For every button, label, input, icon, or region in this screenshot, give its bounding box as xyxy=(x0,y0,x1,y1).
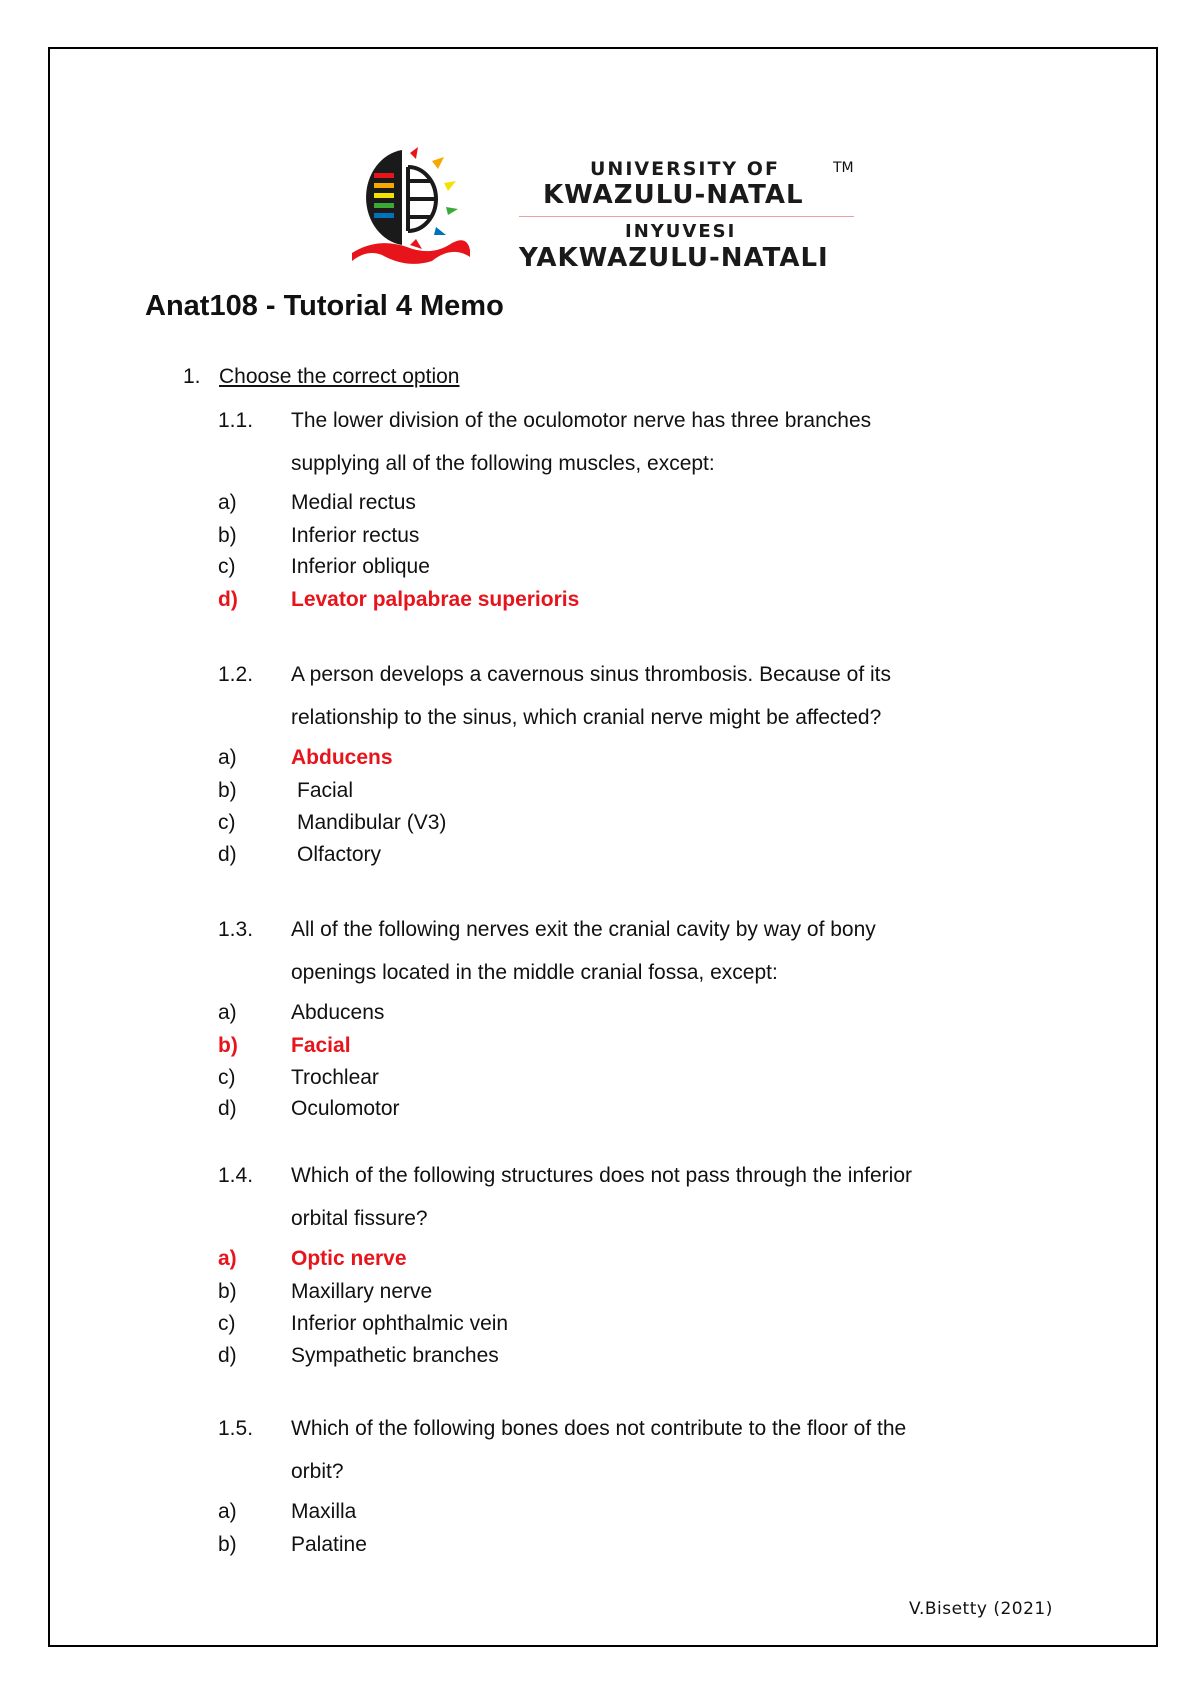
option-letter: c) xyxy=(218,811,236,834)
option-text: Inferior ophthalmic vein xyxy=(291,1312,509,1335)
question-number: 1.2. xyxy=(218,663,254,686)
question-number: 1.1. xyxy=(218,409,254,432)
option-letter: d) xyxy=(218,1344,237,1367)
option-text: Medial rectus xyxy=(291,491,416,514)
correct-option-letter: d) xyxy=(218,588,238,611)
option-text: Mandibular (V3) xyxy=(297,811,447,834)
option-text: Oculomotor xyxy=(291,1097,400,1120)
question-text: openings located in the middle cranial fossa, except: xyxy=(291,961,778,984)
question-number: 1.4. xyxy=(218,1164,254,1187)
footer-author: V.Bisetty (2021) xyxy=(909,1599,1053,1619)
option-letter: b) xyxy=(218,779,237,802)
page-title: Anat108 - Tutorial 4 Memo xyxy=(145,290,504,322)
question-number: 1.3. xyxy=(218,918,254,941)
correct-option-text: Levator palpabrae superioris xyxy=(291,588,580,611)
option-letter: a) xyxy=(218,746,237,769)
option-letter: c) xyxy=(218,555,236,578)
option-letter: b) xyxy=(218,1533,237,1556)
option-text: Abducens xyxy=(291,1001,385,1024)
logo-line-2: KWAZULU-NATAL xyxy=(543,180,804,210)
correct-option-letter: a) xyxy=(218,1247,237,1270)
option-text: Sympathetic branches xyxy=(291,1344,499,1367)
question-text: Which of the following structures does not pass through the inferior xyxy=(291,1164,912,1187)
correct-option-letter: b) xyxy=(218,1034,238,1057)
logo-wave-icon xyxy=(352,240,470,264)
option-text: Inferior rectus xyxy=(291,524,420,547)
logo-line-4: YAKWAZULU-NATALI xyxy=(519,243,829,273)
question-text: All of the following nerves exit the cranial cavity by way of bony xyxy=(291,918,876,941)
trademark-mark: TM xyxy=(833,160,854,176)
option-letter: b) xyxy=(218,524,237,547)
correct-option-text: Facial xyxy=(291,1034,351,1057)
option-letter: c) xyxy=(218,1066,236,1089)
option-letter: a) xyxy=(218,1001,237,1024)
question-text: relationship to the sinus, which cranial nerve might be affected? xyxy=(291,706,882,729)
section-number: 1. xyxy=(183,365,201,388)
logo-line-3: INYUVESI xyxy=(625,221,737,242)
option-text: Facial xyxy=(297,779,354,802)
option-text: Palatine xyxy=(291,1533,367,1556)
correct-option-text: Optic nerve xyxy=(291,1247,407,1270)
option-letter: a) xyxy=(218,1500,237,1523)
option-letter: d) xyxy=(218,843,237,866)
logo-divider xyxy=(519,216,854,217)
option-text: Olfactory xyxy=(297,843,382,866)
question-number: 1.5. xyxy=(218,1417,254,1440)
question-text: The lower division of the oculomotor nerve has three branches xyxy=(291,409,872,432)
section-heading: Choose the correct option xyxy=(219,365,460,388)
question-text: A person develops a cavernous sinus thrombosis. Because of its xyxy=(291,663,891,686)
logo-ray-icon xyxy=(410,147,418,159)
logo-line-1: UNIVERSITY OF xyxy=(590,158,780,180)
correct-option-text: Abducens xyxy=(291,746,393,769)
logo-globe-icon xyxy=(408,167,436,231)
logo-stripe-icon xyxy=(374,173,394,178)
option-letter: d) xyxy=(218,1097,237,1120)
option-text: Trochlear xyxy=(291,1066,379,1089)
option-text: Maxillary nerve xyxy=(291,1280,433,1303)
option-text: Maxilla xyxy=(291,1500,357,1523)
option-text: Inferior oblique xyxy=(291,555,430,578)
question-text: orbital fissure? xyxy=(291,1207,428,1230)
option-letter: c) xyxy=(218,1312,236,1335)
question-text: Which of the following bones does not contribute to the floor of the xyxy=(291,1417,907,1440)
page-border xyxy=(48,47,1158,1647)
question-text: orbit? xyxy=(291,1460,344,1483)
option-letter: b) xyxy=(218,1280,237,1303)
option-letter: a) xyxy=(218,491,237,514)
question-text: supplying all of the following muscles, except: xyxy=(291,452,715,475)
